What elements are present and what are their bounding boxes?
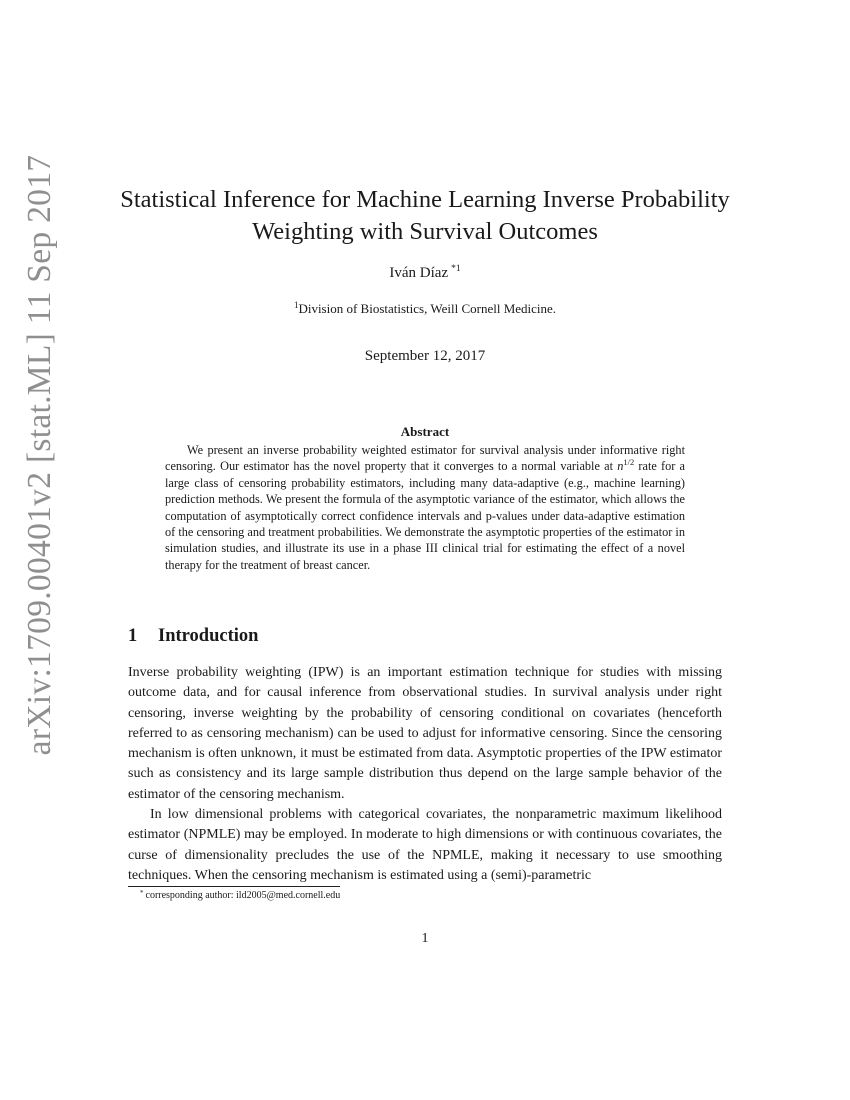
footnote [140,889,340,901]
footnote-mark: * [140,889,144,897]
math-n: n [617,459,624,474]
page-number: 1 [421,931,429,946]
author-name: Iván Díaz [389,265,449,281]
paper-date: September 12, 2017 [364,348,486,364]
paper-title: Statistical Inference for Machine Learning Inverse Probability Weighting with Survival Outcomes [120,186,730,245]
math-exponent: 1/2 [623,457,635,468]
affiliation-mark: 1 [293,300,299,310]
abstract-text-1: We present an inverse probability weighted estimator for survival analysis under informative right censoring. Our estimator has the novel property that it converges to a normal variable at [165,443,685,474]
abstract-text-2: rate for a large class of censoring probability estimators, including many data-adaptive (e.g., machine learning) prediction methods. We present the formula of the asymptotic variance of the estimator, which allows the computation of asymptotically correct confidence intervals and p-values under data-adaptive estimation of the censoring and treatment probabilities. We demonstrate the asymptotic properties of the estimator in simulation studies, and illustrate its use in a phase III clinical trial for estimating the effect of a novel therapy for the treatment of breast cancer. [165,459,686,572]
author-marks: *1 [451,264,461,274]
section-number: 1 [128,626,138,646]
affiliation-text: Division of Biostatistics, Weill Cornell Medicine. [298,301,557,316]
affiliation [0,300,850,317]
intro-paragraph-1: Inverse probability weighting (IPW) is an important estimation technique for studies with missing outcome data, and for causal inference from observational studies. In survival analysis under right censoring, inverse weighting by the probability of censoring conditional on covariates (henceforth referred to as censoring mechanism) can be used to adjust for informative censoring. Since the censoring mechanism is often unknown, it must be estimated from data. Asymptotic properties of the IPW estimator such as consistency and its large sample distribution thus depend on the large sample behavior of the estimator of the censoring mechanism. [128,665,722,802]
section-heading [128,626,258,647]
author-line [0,264,850,282]
section-title: Introduction [158,626,259,646]
footnote-text: corresponding author: ild2005@med.cornell.edu [145,890,341,901]
arxiv-stamp: arXiv:1709.00401v2 [stat.ML] 11 Sep 2017 [21,154,58,756]
intro-paragraph-2: In low dimensional problems with categorical covariates, the nonparametric maximum likelihood estimator (NPMLE) may be employed. In moderate to high dimensions or with continuous covariates, the curse of dimensionality precludes the use of the NPMLE, making it necessary to use smoothing techniques. When the censoring mechanism is estimated using a (semi)-parametric [128,807,722,883]
abstract-heading: Abstract [400,424,450,439]
footnote-rule [128,886,340,887]
abstract-body [165,442,685,573]
